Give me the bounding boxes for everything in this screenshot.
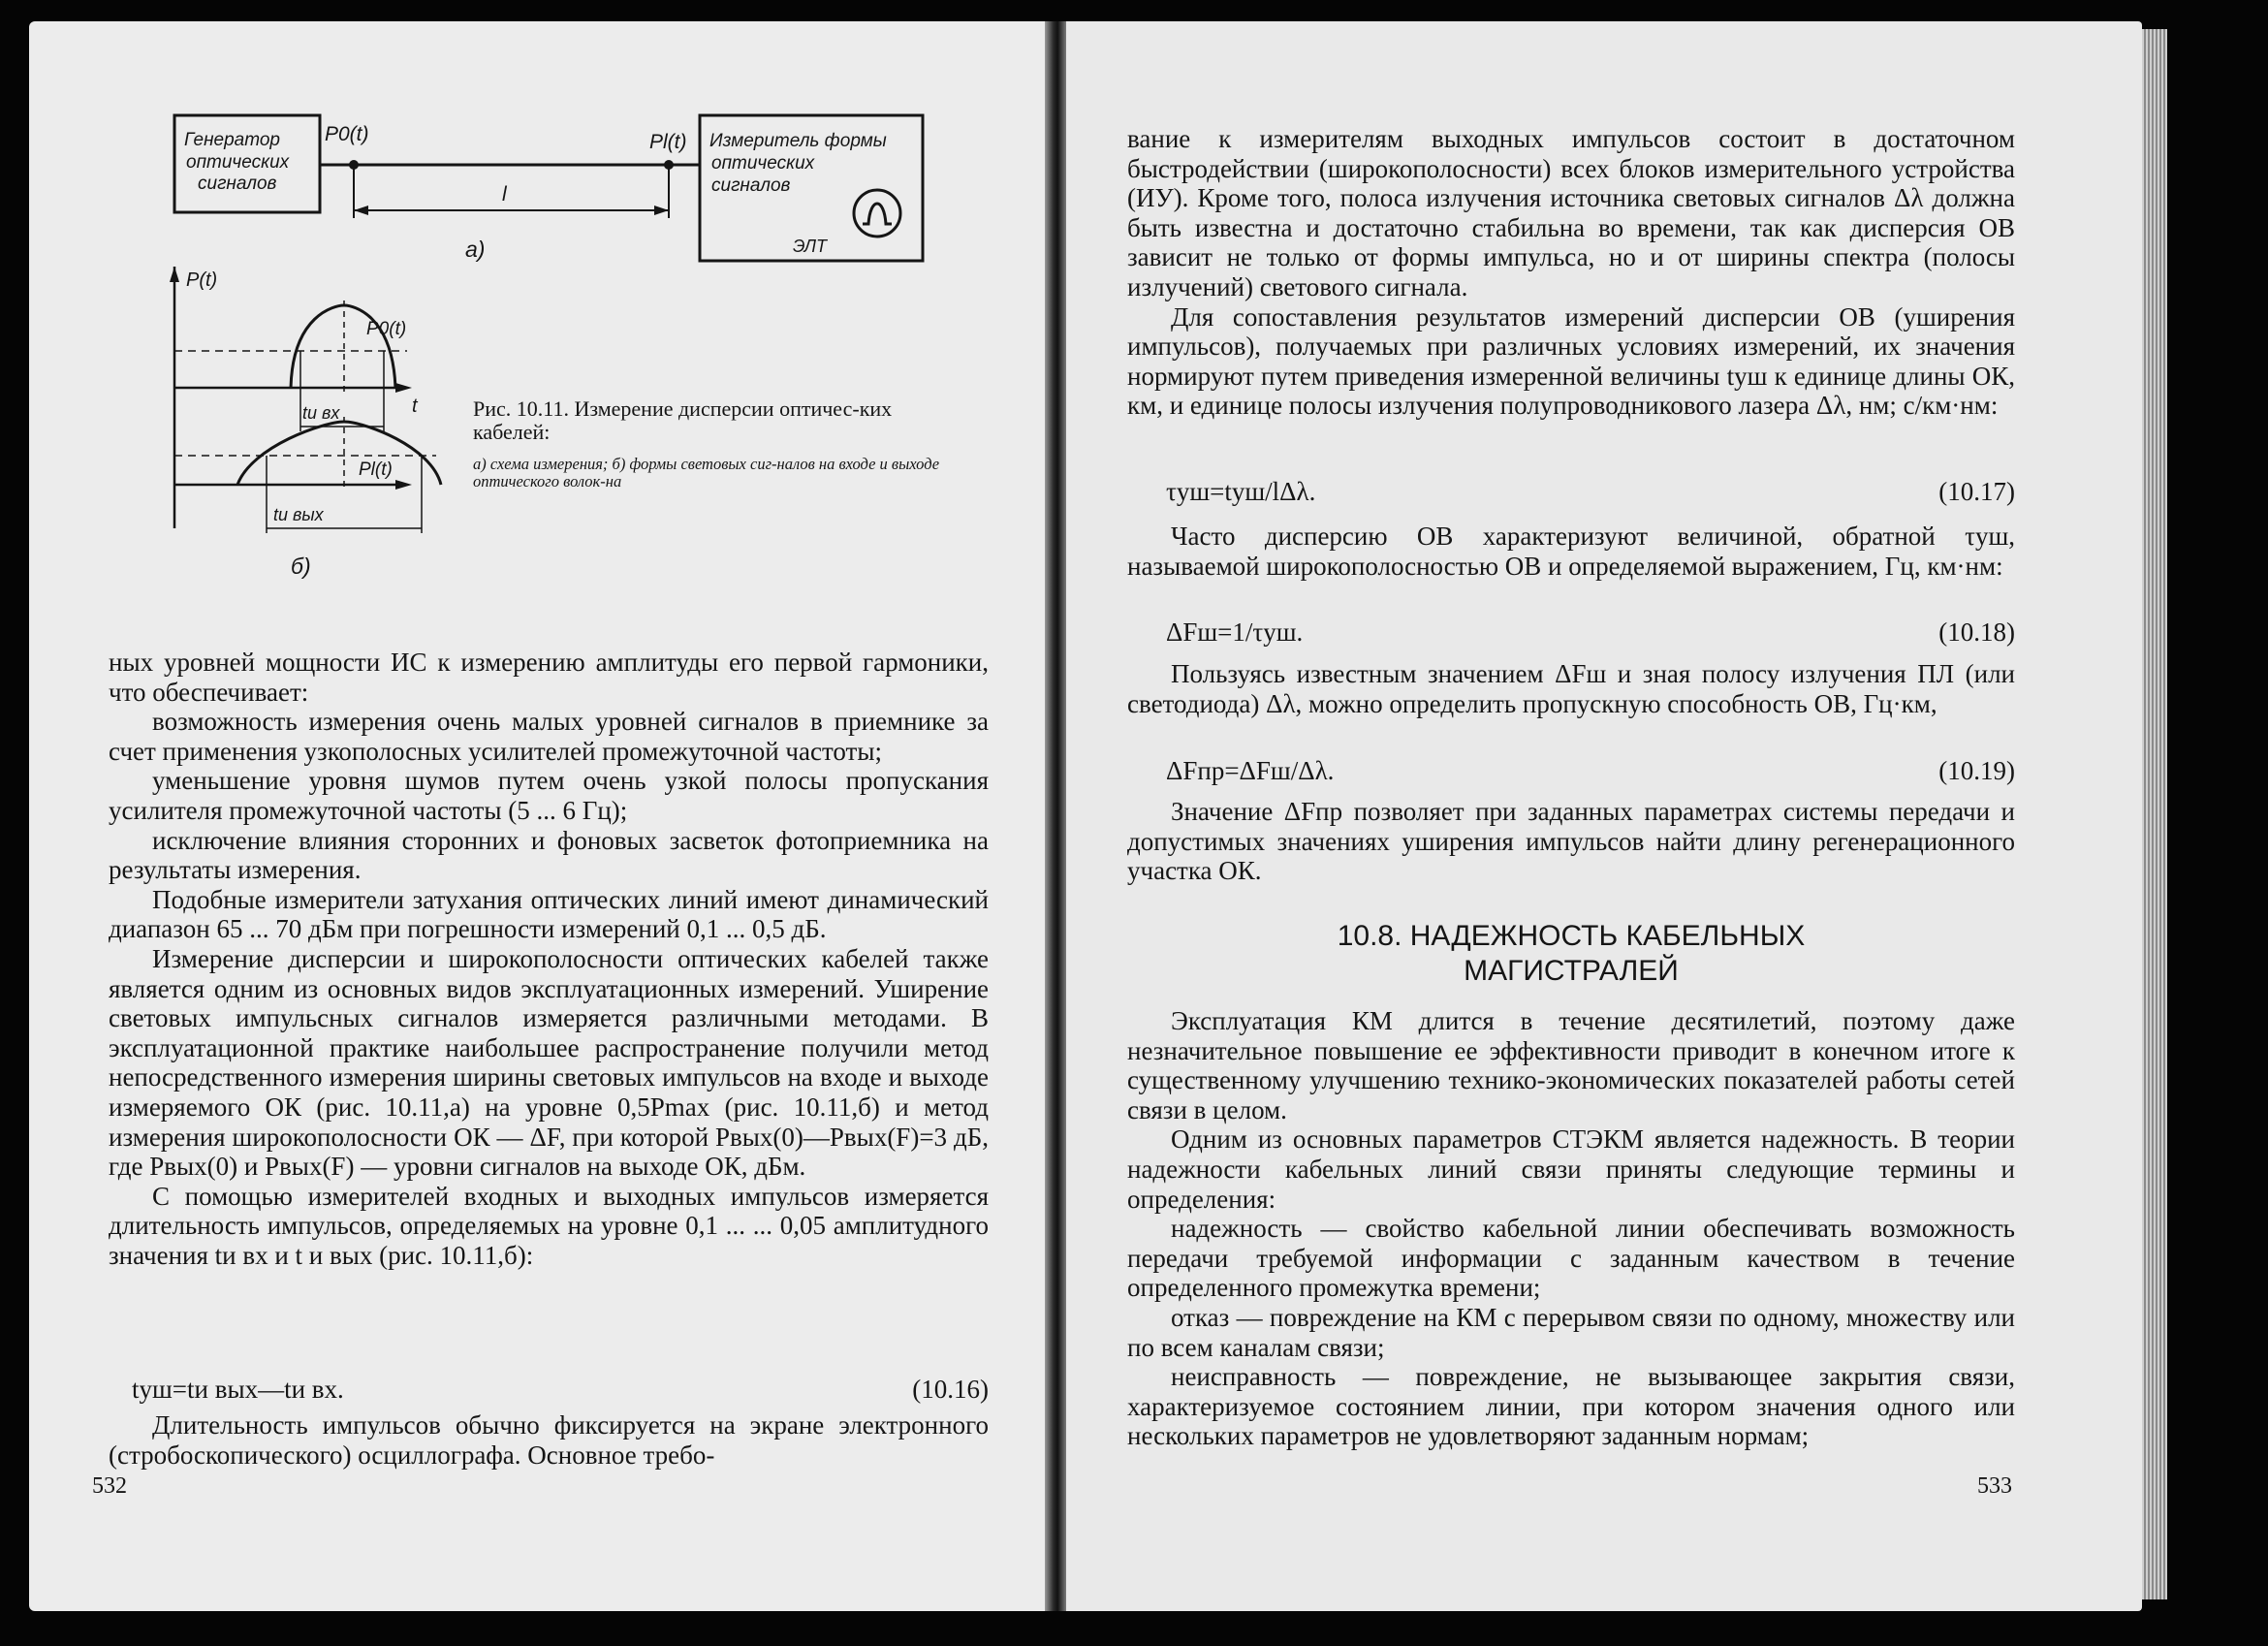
paragraph: Одним из основных параметров СТЭКМ является надежность. В теории надежности кабельных линий связи приняты следующие термины и определения:	[1127, 1124, 2015, 1214]
paragraph: вание к измерителям выходных импульсов состоит в достаточном быстродействии (широкополосности) всех блоков измерительного устройства (ИУ). Кроме того, полоса излучения источника световых сигналов Δλ должна быть известна и достаточно стабильна во времени, так как дисперсия ОВ зависит не только от формы импульса, но и от ширины спектра (полосы излучений) светового сигнала.	[1127, 124, 2015, 301]
paragraph: исключение влияния сторонних и фоновых засветок фотоприемника на результаты измерения.	[109, 825, 989, 885]
definition-failure: отказ — повреждение на КМ с перерывом связи по одному, множеству или по всем каналам связи;	[1127, 1302, 2015, 1362]
formula-10-18	[1127, 617, 2015, 649]
page-number-left: 532	[92, 1473, 127, 1499]
p0-label: P0(t)	[325, 123, 369, 145]
paragraph: С помощью измерителей входных и выходных импульсов измеряется длительность импульсов, определяемых на уровне 0,1 ... ... 0,05 амплитудного значения tи вх и t и вых (рис. 10.11,б):	[109, 1181, 989, 1270]
generator-label-1: Генератор	[184, 130, 280, 150]
crt-screen-icon	[854, 190, 900, 237]
generator-label-3: сигналов	[198, 174, 277, 194]
formula-10-19	[1127, 756, 2015, 787]
figure-caption-body: а) схема измерения; б) формы световых сиг-налов на входе и выходе оптического волок-на	[473, 455, 940, 491]
page-number-right: 533	[1977, 1473, 2012, 1499]
width-out-label: tи вых	[273, 505, 324, 524]
figure-10-11	[145, 102, 960, 586]
left-body-text-end	[109, 1410, 989, 1470]
right-body-text-3	[1127, 659, 2015, 718]
formula-expression: ΔFш=1/τуш.	[1166, 617, 1304, 647]
subfigure-b-label: б)	[291, 554, 311, 579]
subfigure-a-label: а)	[465, 237, 486, 262]
page-edges	[2142, 29, 2167, 1599]
formula-10-17	[1127, 477, 2015, 508]
output-pulse	[237, 422, 441, 485]
paragraph: Измерение дисперсии и широкополосности оптических кабелей также является одним из основных видов эксплуатационных измерений. Уширение световых импульсных сигналов измеряется различными методами. В эксплуатационной практике наибольшее распространение получили метод непосредственного измерения ширины световых импульсов на входе и выходе измеряемого ОК (рис. 10.11,а) на уровне 0,5Pmax (рис. 10.11,б) и метод измерения широкополосности ОК — ΔF, при которой Pвых(0)—Pвых(F)=3 дБ, где Pвых(0) и Pвых(F) — уровни сигналов на выходе ОК, дБм.	[109, 943, 989, 1182]
generator-label-2: оптических	[186, 152, 290, 173]
input-pulse	[291, 305, 395, 388]
meter-label-1: Измеритель формы	[709, 131, 887, 151]
t-axis-label: t	[412, 396, 418, 417]
book-spine	[1045, 21, 1066, 1611]
definition-reliability: надежность — свойство кабельной линии обеспечивать возможность передачи требуемой информации с заданным качеством в течение определенного промежутка времени;	[1127, 1214, 2015, 1303]
pulse-in-label: P0(t)	[366, 319, 407, 339]
paragraph: Значение ΔFпр позволяет при заданных параметрах системы передачи и допустимых значениях уширения импульсов найти длину регенерационного участка ОК.	[1127, 797, 2015, 886]
formula-number: (10.17)	[1938, 477, 2015, 506]
formula-number: (10.19)	[1938, 756, 2015, 785]
right-body-text-5	[1127, 1006, 2015, 1451]
section-heading-line-1: 10.8. НАДЕЖНОСТЬ КАБЕЛЬНЫХ	[1337, 920, 1806, 952]
section-heading	[1127, 919, 2015, 989]
figure-caption-title: Рис. 10.11. Измерение дисперсии оптичес-ких кабелей:	[473, 396, 893, 444]
left-body-text	[109, 648, 989, 1270]
right-body-text-4	[1127, 797, 2015, 886]
paragraph: ных уровней мощности ИС к измерению амплитуды его первой гармоники, что обеспечивает:	[109, 648, 989, 707]
elt-label: ЭЛТ	[793, 237, 828, 256]
paragraph: Длительность импульсов обычно фиксируется на экране электронного (стробоскопического) осциллографа. Основное требо-	[109, 1410, 989, 1470]
formula-expression: tуш=tи вых—tи вх.	[132, 1375, 344, 1404]
width-in-label: tи вх	[302, 403, 340, 423]
meter-label-2: оптических	[711, 153, 815, 174]
paragraph: Часто дисперсию ОВ характеризуют величиной, обратной τуш, называемой широкополосностью ОВ и определяемой выражением, Гц, км·нм:	[1127, 522, 2015, 581]
formula-number: (10.18)	[1938, 617, 2015, 647]
meter-label-3: сигналов	[711, 175, 791, 196]
y-axis-label: P(t)	[186, 269, 218, 291]
pulse-out-label: Pl(t)	[359, 459, 393, 480]
paragraph: Пользуясь известным значением ΔFш и зная полосу излучения ПЛ (или светодиода) Δλ, можно определить пропускную способность ОВ, Гц·км,	[1127, 659, 2015, 718]
section-heading-line-2: МАГИСТРАЛЕЙ	[1464, 955, 1679, 987]
formula-number: (10.16)	[912, 1375, 989, 1404]
paragraph: Эксплуатация КМ длится в течение десятилетий, поэтому даже незначительное повышение ее эффективности приводит в конечном итоге к существенному улучшению технико-экономических показателей работы сетей связи в целом.	[1127, 1006, 2015, 1124]
paragraph: Для сопоставления результатов измерений дисперсии ОВ (уширения импульсов), получаемых при различных условиях измерений, их значения нормируют путем приведения измеренной величины tуш к единице длины ОК, км, и единице полосы излучения полупроводникового лазера Δλ, нм; с/км·нм:	[1127, 301, 2015, 421]
length-label: l	[502, 183, 507, 206]
right-body-text-2	[1127, 522, 2015, 581]
paragraph: Подобные измерители затухания оптических линий имеют динамический диапазон 65 ... 70 дБм при погрешности измерений 0,1 ... 0,5 дБ.	[109, 884, 989, 944]
definition-malfunction: неисправность — повреждение, не вызывающее закрытия связи, характеризуемое состоянием линии, при котором значения одного или нескольких параметров не удовлетворяют заданным нормам;	[1127, 1362, 2015, 1451]
pl-label: Pl(t)	[649, 131, 687, 153]
formula-expression: ΔFпр=ΔFш/Δλ.	[1166, 756, 1335, 785]
right-body-text-1	[1127, 124, 2015, 421]
paragraph: возможность измерения очень малых уровней сигналов в приемнике за счет применения узкополосных усилителей промежуточной частоты;	[109, 707, 989, 766]
formula-10-16	[109, 1375, 989, 1406]
formula-expression: τуш=tуш/lΔλ.	[1166, 477, 1316, 506]
paragraph: уменьшение уровня шумов путем очень узкой полосы пропускания усилителя промежуточной частоты (5 ... 6 Гц);	[109, 766, 989, 825]
